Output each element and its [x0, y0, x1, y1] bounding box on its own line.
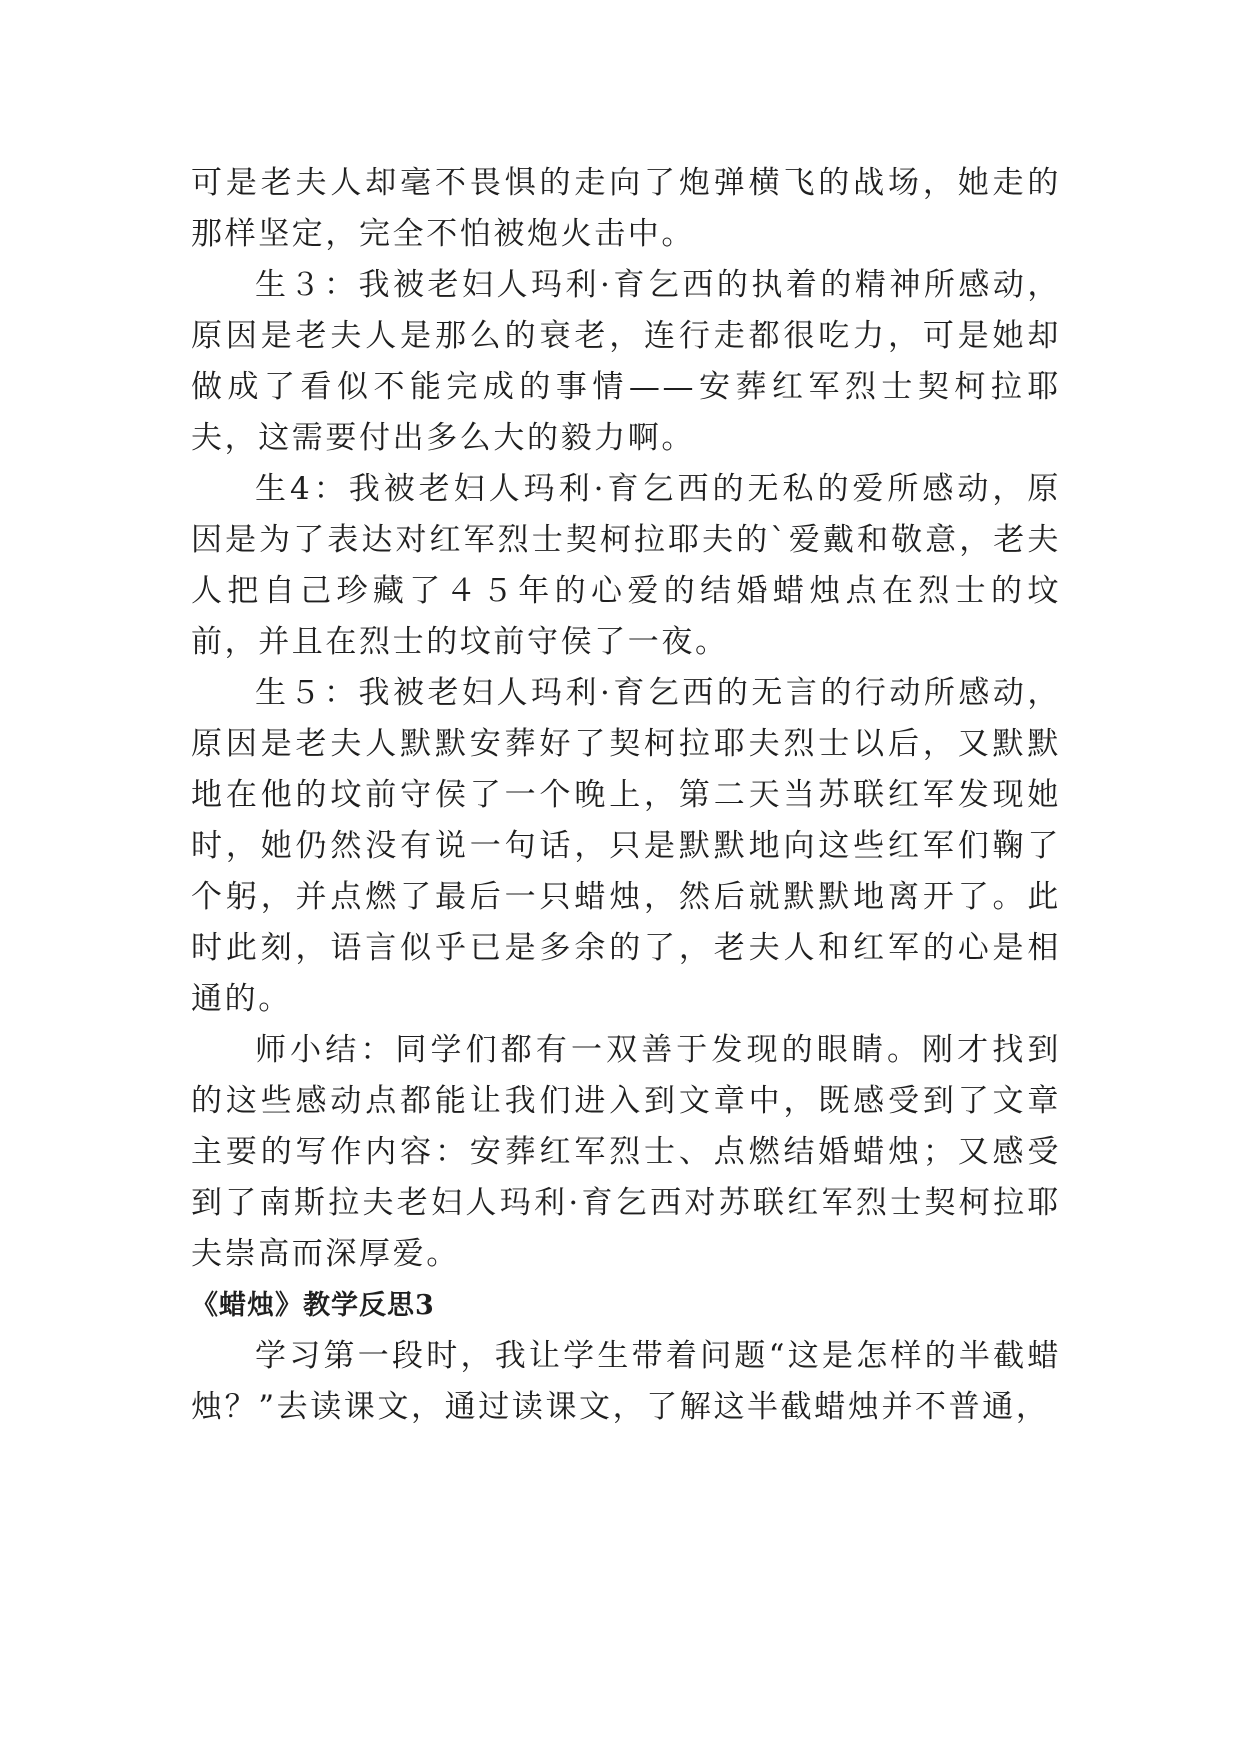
document-body	[191, 158, 1061, 1433]
paragraph-student-4: 生4：我被老妇人玛利·育乞西的无私的爱所感动，原因是为了表达对红军烈士契柯拉耶夫的`爱戴和敬意，老夫人把自己珍藏了４５年的心爱的结婚蜡烛点在烈士的坟前，并且在烈士的坟前守侯了一夜。	[191, 471, 1061, 660]
paragraph-teacher-summary: 师小结：同学们都有一双善于发现的眼睛。刚才找到的这些感动点都能让我们进入到文章中，既感受到了文章主要的写作内容：安葬红军烈士、点燃结婚蜡烛；又感受到了南斯拉夫老妇人玛利·育乞西对苏联红军烈士契柯拉耶夫崇高而深厚爱。	[191, 1032, 1061, 1272]
paragraph-reflection-start: 学习第一段时，我让学生带着问题“这是怎样的半截蜡烛？”去读课文，通过读课文，了解这半截蜡烛并不普通，	[191, 1338, 1061, 1425]
paragraph-student-5: 生５：我被老妇人玛利·育乞西的无言的行动所感动，原因是老夫人默默安葬好了契柯拉耶夫烈士以后，又默默地在他的坟前守侯了一个晚上，第二天当苏联红军发现她时，她仍然没有说一句话，只是默默地向这些红军们鞠了个躬，并点燃了最后一只蜡烛，然后就默默地离开了。此时此刻，语言似乎已是多余的了，老夫人和红军的心是相通的。	[191, 675, 1061, 1017]
paragraph-continuation: 可是老夫人却毫不畏惧的走向了炮弹横飞的战场，她走的那样坚定，完全不怕被炮火击中。	[191, 165, 1061, 252]
section-heading: 《蜡烛》教学反思3	[191, 1290, 435, 1321]
paragraph-student-3: 生３：我被老妇人玛利·育乞西的执着的精神所感动，原因是老夫人是那么的衰老，连行走都很吃力，可是她却做成了看似不能完成的事情——安葬红军烈士契柯拉耶夫，这需要付出多么大的毅力啊。	[191, 267, 1061, 456]
